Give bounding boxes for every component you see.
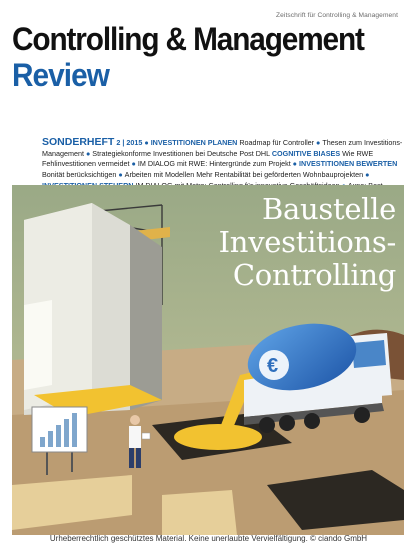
teaser-item: Roadmap für Controller [237, 138, 315, 147]
bullet-icon: ● [314, 138, 323, 147]
teaser-item: Bonität berücksichtigen [42, 170, 117, 180]
headline-line: Controlling [232, 258, 396, 292]
bullet-icon: ● [144, 138, 151, 147]
bullet-icon: ● [116, 170, 125, 180]
teaser-keyword: INVESTITIONEN BEWERTEN [299, 159, 398, 169]
headline-line: Investitions- [218, 225, 396, 259]
teaser-item: Thesen zum Investitions-Management [42, 138, 403, 158]
cover-illustration [12, 185, 404, 535]
teaser-item: Wie RWE Fehlinvestitionen vermeidet [42, 148, 374, 169]
poured-concrete [174, 424, 262, 450]
teaser-item: Strategiekonforme Investitionen bei Deutsche Post DHL [92, 148, 270, 158]
masthead-title: Controlling & Management [12, 21, 364, 57]
headline-line: Baustelle [262, 192, 396, 226]
issue-label: SONDERHEFT [42, 136, 115, 148]
copyright-footer: Urheberrechtlich geschütztes Material. Keine unerlaubte Vervielfältigung. © ciando GmbH [49, 534, 368, 543]
bullet-icon: ● [290, 159, 300, 169]
bullet-icon: ● [363, 170, 370, 180]
teaser-item: Mehr Rentabilität bei geförderten Wohnbauprojekten [196, 170, 364, 180]
teaser-keyword: COGNITIVE BIASES [271, 148, 341, 158]
bullet-icon: ● [83, 148, 93, 158]
masthead-title-review: Review [12, 57, 109, 93]
teaser-item: Arbeiten mit Modellen [124, 170, 195, 180]
cover-headline [219, 193, 396, 292]
masthead-tagline: Zeitschrift für Controlling & Management [276, 12, 399, 19]
bullet-icon: ● [129, 159, 138, 169]
teaser-keyword: INVESTITIONEN PLANEN [150, 138, 238, 147]
issue-number: 2 | 2015 [116, 138, 143, 147]
teaser-item: IM DIALOG mit RWE: Hintergründe zum Projekt [137, 159, 291, 169]
euro-icon: € [267, 355, 279, 377]
